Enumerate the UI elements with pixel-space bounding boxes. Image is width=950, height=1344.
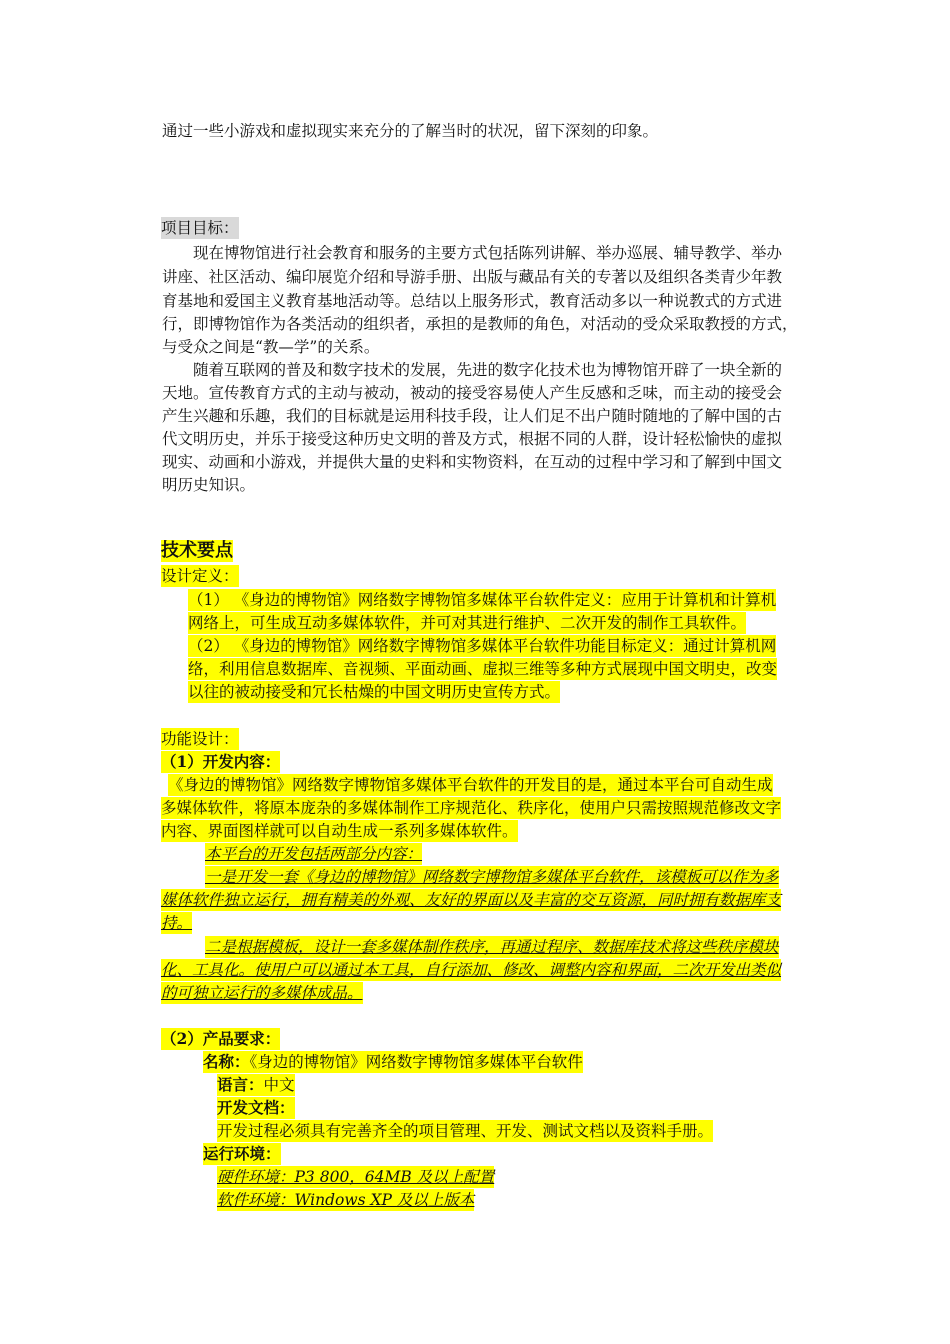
goal-p1-line: 现在博物馆进行社会教育和服务的主要方式包括陈列讲解、举办巡展、辅导教学、举办 [193, 244, 783, 262]
name-label: 名称： [203, 1052, 250, 1071]
goal-p2-line: 天地。宣传教育方式的主动与被动，被动的接受容易使人产生反感和乏味，而主动的接受会 [162, 384, 783, 402]
goal-p1-line: 讲座、社区活动、编印展览介绍和导游手册、出版与藏品有关的专著以及组织各类青少年教 [162, 268, 783, 286]
lang-value: 中文 [263, 1076, 295, 1094]
part2-line: 化、工具化。使用户可以通过本工具，自行添加、修改、调整内容和界面，二次开发出类似 [161, 961, 782, 979]
func-label: 功能设计： [161, 730, 239, 748]
dev-para-line: 多媒体软件，将原本庞杂的多媒体制作工序规范化、秩序化，使用户只需按照规范修改文字 [161, 799, 782, 817]
design-def-label: 设计定义： [161, 567, 239, 585]
doc-label: 开发文档： [217, 1098, 295, 1117]
def1-line: （1） 《身边的博物馆》网络数字博物馆多媒体平台软件定义：应用于计算机和计算机 [188, 591, 777, 609]
dev-para-line: 内容、界面图样就可以自动生成一系列多媒体软件。 [161, 822, 518, 840]
goal-p2-line: 明历史知识。 [162, 476, 256, 494]
goal-p1-line: 育基地和爱国主义教育基地活动等。总结以上服务形式，教育活动多以一种说教式的方式进 [162, 292, 783, 310]
product-lang-row [217, 1074, 295, 1096]
def2-line: （2） 《身边的博物馆》网络数字博物馆多媒体平台软件功能目标定义：通过计算机网 [188, 637, 777, 655]
part1-line: 媒体软件独立运行，拥有精美的外观、友好的界面以及丰富的交互资源，同时拥有数据库支 [161, 891, 782, 909]
goal-p1-line: 行，即博物馆作为各类活动的组织者，承担的是教师的角色，对活动的受众采取教授的方式， [162, 315, 798, 333]
def2-line: 络，利用信息数据库、音视频、平面动画、虚拟三维等多种方式展现中国文明史，改变 [188, 660, 778, 678]
part1-line: 一是开发一套《身边的博物馆》网络数字博物馆多媒体平台软件，该模板可以作为多 [205, 868, 779, 886]
goal-p2-line: 产生兴趣和乐趣，我们的目标就是运用科技手段，让人们足不出户随时随地的了解中国的古 [162, 407, 783, 425]
sw-env-line: 软件环境：Windows XP 及以上版本 [217, 1191, 475, 1209]
tech-heading: 技术要点 [161, 540, 233, 561]
def2-line: 以往的被动接受和冗长枯燥的中国文明历史宣传方式。 [188, 683, 561, 701]
part1-line: 持。 [161, 914, 193, 932]
doc-value: 开发过程必须具有完善齐全的项目管理、开发、测试文档以及资料手册。 [217, 1122, 714, 1140]
goal-p2-line: 现实、动画和小游戏，并提供大量的史料和实物资料，在互动的过程中学习和了解到中国文 [162, 453, 783, 471]
part2-line: 二是根据模板，设计一套多媒体制作秩序，再通过程序、数据库技术将这些秩序模块 [205, 938, 779, 956]
two-parts-line: 本平台的开发包括两部分内容： [205, 845, 423, 863]
def1-line: 网络上，可生成互动多媒体软件，并可对其进行维护、二次开发的制作工具软件。 [188, 614, 747, 632]
dev-heading: （1）开发内容： [161, 752, 281, 771]
lang-label: 语言： [217, 1075, 264, 1094]
intro-line: 通过一些小游戏和虚拟现实来充分的了解当时的状况，留下深刻的印象。 [162, 122, 659, 140]
goal-p2-line: 随着互联网的普及和数字技术的发展，先进的数字化技术也为博物馆开辟了一块全新的 [193, 361, 783, 379]
product-heading: （2）产品要求： [161, 1029, 281, 1048]
env-label: 运行环境： [203, 1144, 281, 1163]
product-name-row [203, 1051, 583, 1073]
part2-line: 的可独立运行的多媒体成品。 [161, 984, 363, 1002]
hw-env-line: 硬件环境：P3 800，64MB 及以上配置 [217, 1168, 495, 1186]
goal-p1-line: 与受众之间是“教—学”的关系。 [162, 338, 380, 356]
goal-heading: 项目目标： [161, 219, 239, 237]
goal-p2-line: 代文明历史，并乐于接受这种历史文明的普及方式，根据不同的人群，设计轻松愉快的虚拟 [162, 430, 783, 448]
dev-para-line: 《身边的博物馆》网络数字博物馆多媒体平台软件的开发目的是，通过本平台可自动生成 [168, 776, 773, 794]
name-value: 《身边的博物馆》网络数字博物馆多媒体平台软件 [249, 1053, 583, 1071]
